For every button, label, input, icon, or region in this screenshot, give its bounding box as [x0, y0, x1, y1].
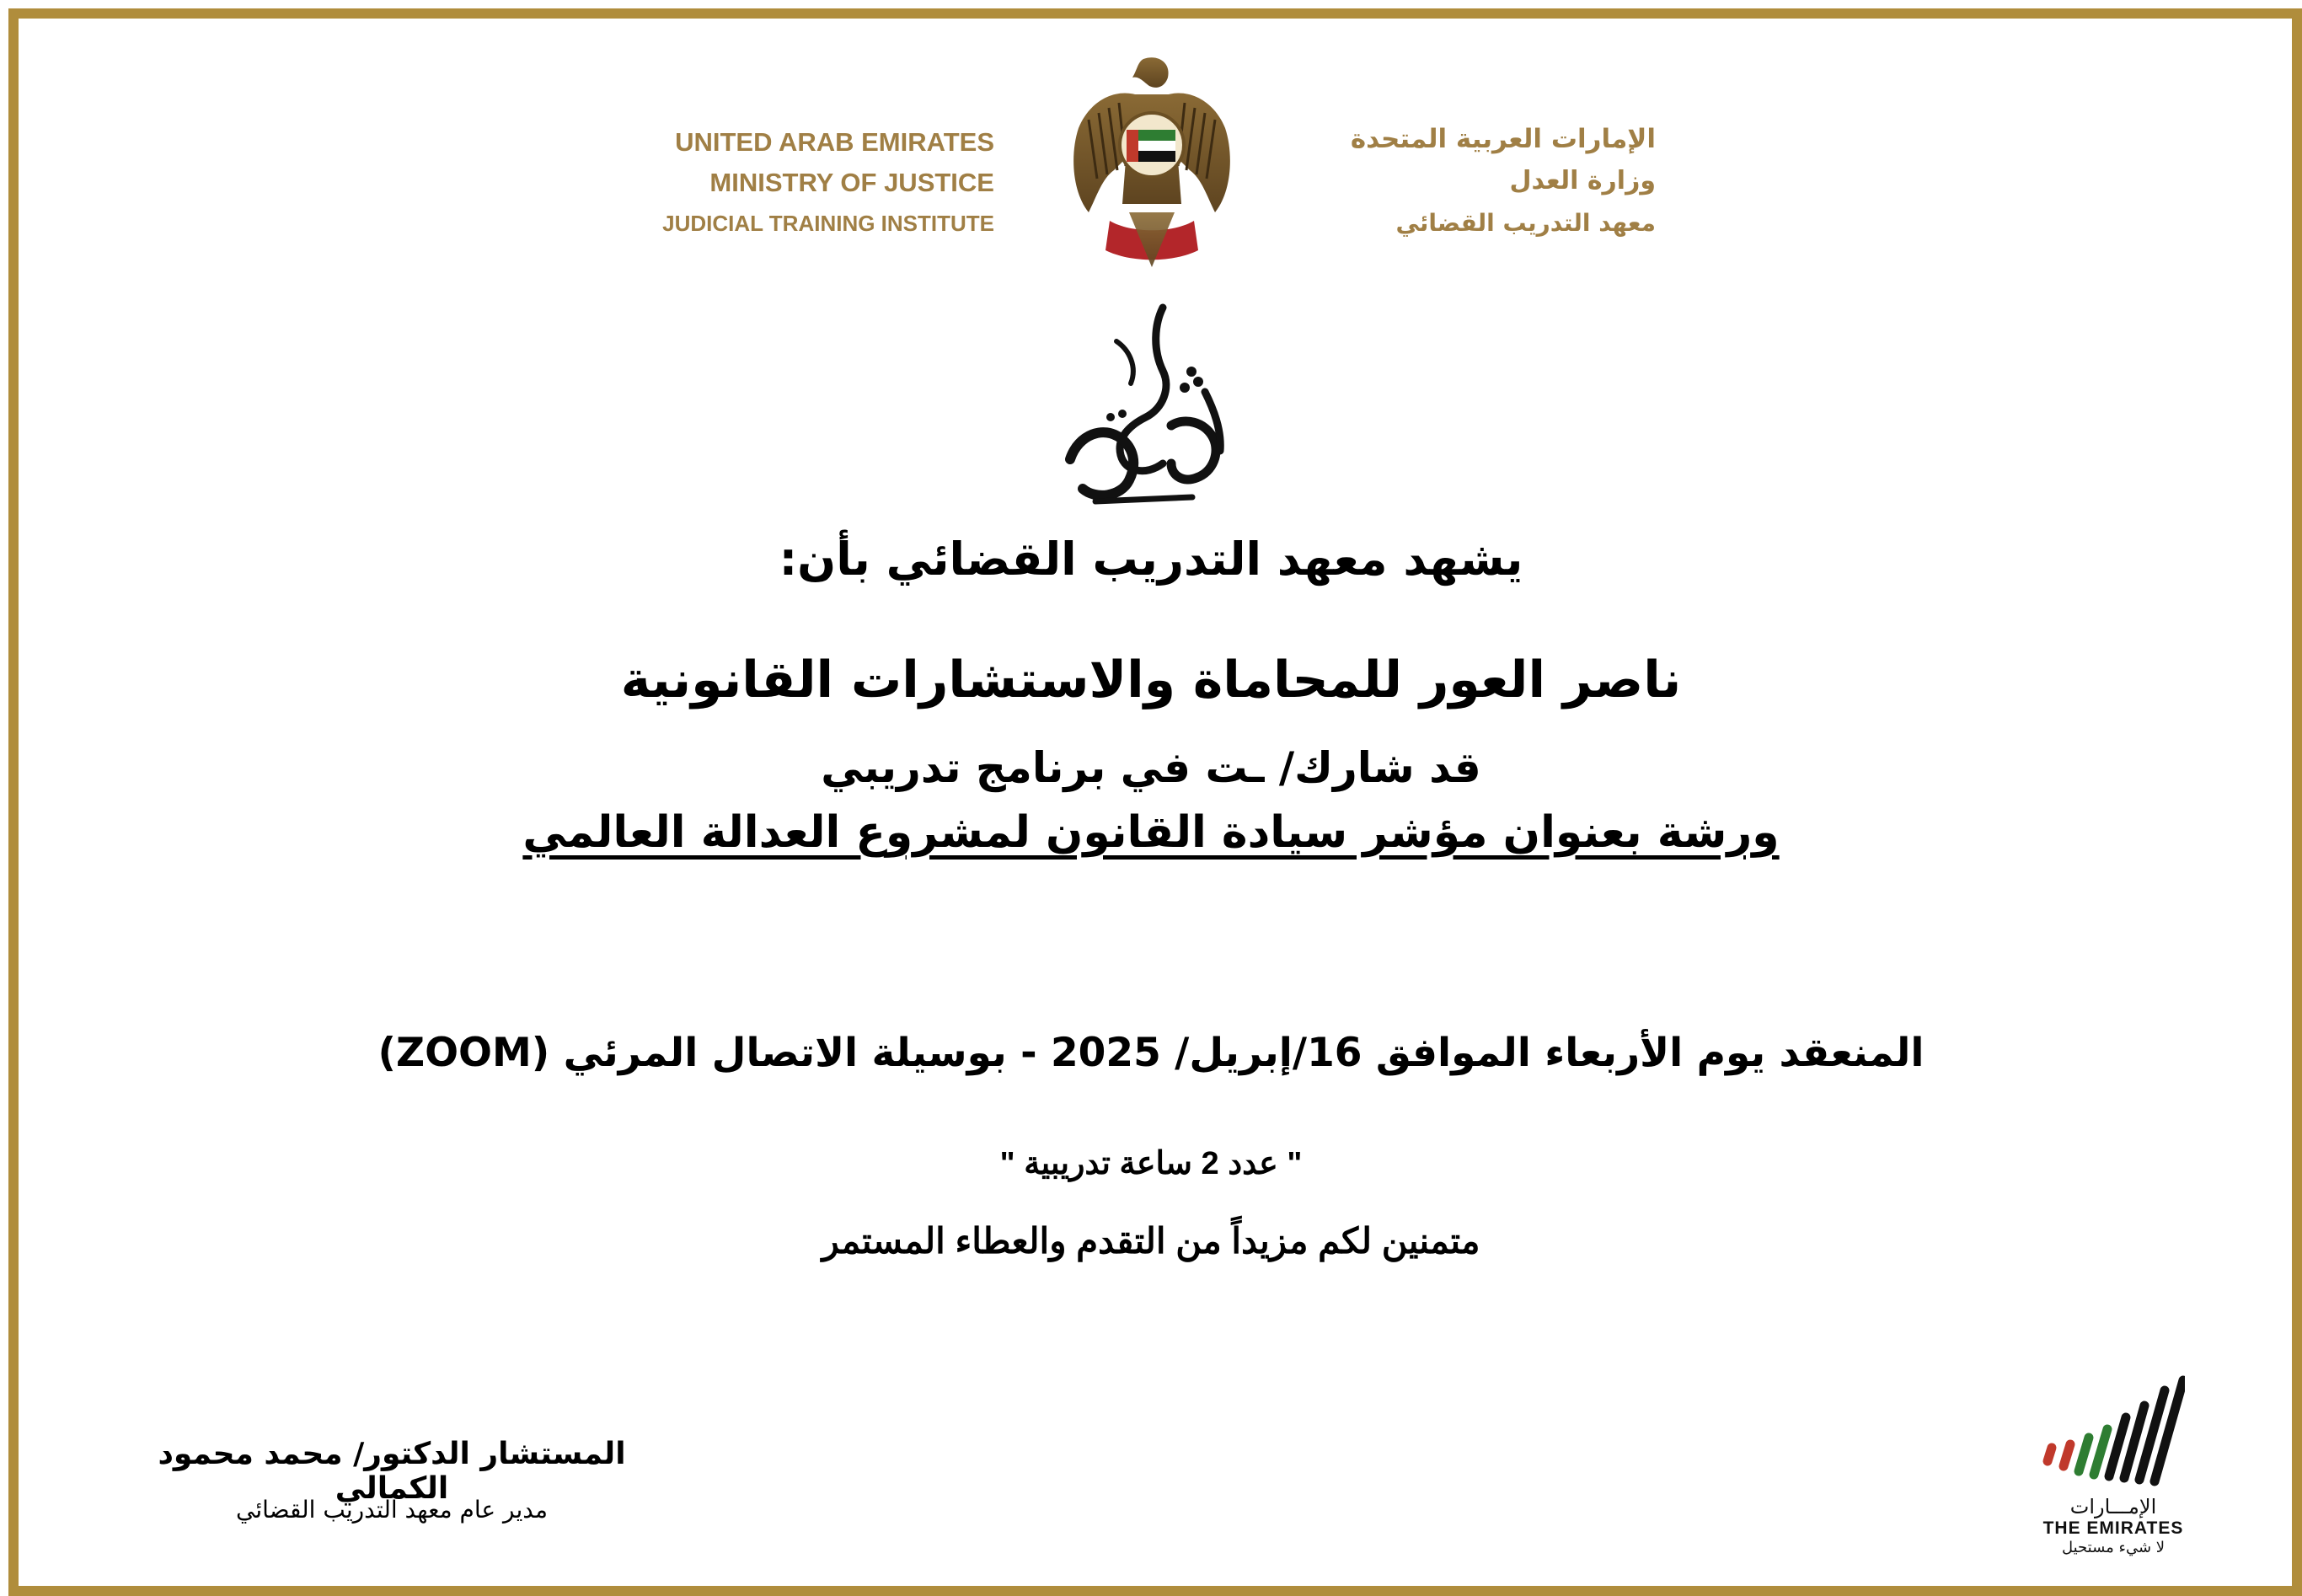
participation-text: قد شارك/ ـت في برنامج تدريبي: [821, 743, 1481, 792]
brand-english: THE EMIRATES: [2042, 1518, 2184, 1538]
header-arabic: [1302, 118, 1656, 244]
signatory-title: مدير عام معهد التدريب القضائي: [236, 1496, 548, 1524]
training-hours: " عدد 2 ساعة تدريبية ": [999, 1146, 1303, 1181]
brand-tagline: لا شيء مستحيل: [2061, 1539, 2165, 1556]
header-english-line1: UNITED ARAB EMIRATES: [675, 127, 994, 157]
wishes-text: متمنين لكم مزيداً من التقدم والعطاء المستمر: [822, 1221, 1480, 1261]
the-emirates-brand: [2029, 1374, 2198, 1567]
header-english-line2: MINISTRY OF JUSTICE: [709, 168, 994, 197]
recipient-name: ناصر العور للمحاماة والاستشارات القانونية: [620, 651, 1682, 710]
header-english: [581, 122, 994, 244]
header-english-line3: JUDICIAL TRAINING INSTITUTE: [662, 211, 994, 236]
uae-falcon-emblem-icon: [1063, 52, 1240, 273]
the-emirates-logo-icon: [2042, 1374, 2185, 1492]
signatory-name: المستشار الدكتور/ محمد محمود الكمالي: [158, 1437, 626, 1506]
header-arabic-line1: الإمارات العربية المتحدة: [1350, 124, 1656, 154]
workshop-title: [0, 807, 2302, 858]
workshop-title-text: ورشة بعنوان مؤشر سيادة القانون لمشروع العدالة العالمي: [522, 807, 1780, 858]
date-line: المنعقد يوم الأربعاء الموافق 16/إبريل/ 2025 - بوسيلة الاتصال المرئي (ZOOM): [377, 1030, 1925, 1076]
header-arabic-line2: وزارة العدل: [1509, 166, 1656, 195]
certificate-calligraphy-title: [1036, 291, 1255, 510]
brand-arabic: الإمـــارات: [2069, 1495, 2157, 1518]
declaration-text: يشهد معهد التدريب القضائي بأن:: [779, 533, 1523, 586]
header-arabic-line3: معهد التدريب القضائي: [1395, 209, 1656, 237]
